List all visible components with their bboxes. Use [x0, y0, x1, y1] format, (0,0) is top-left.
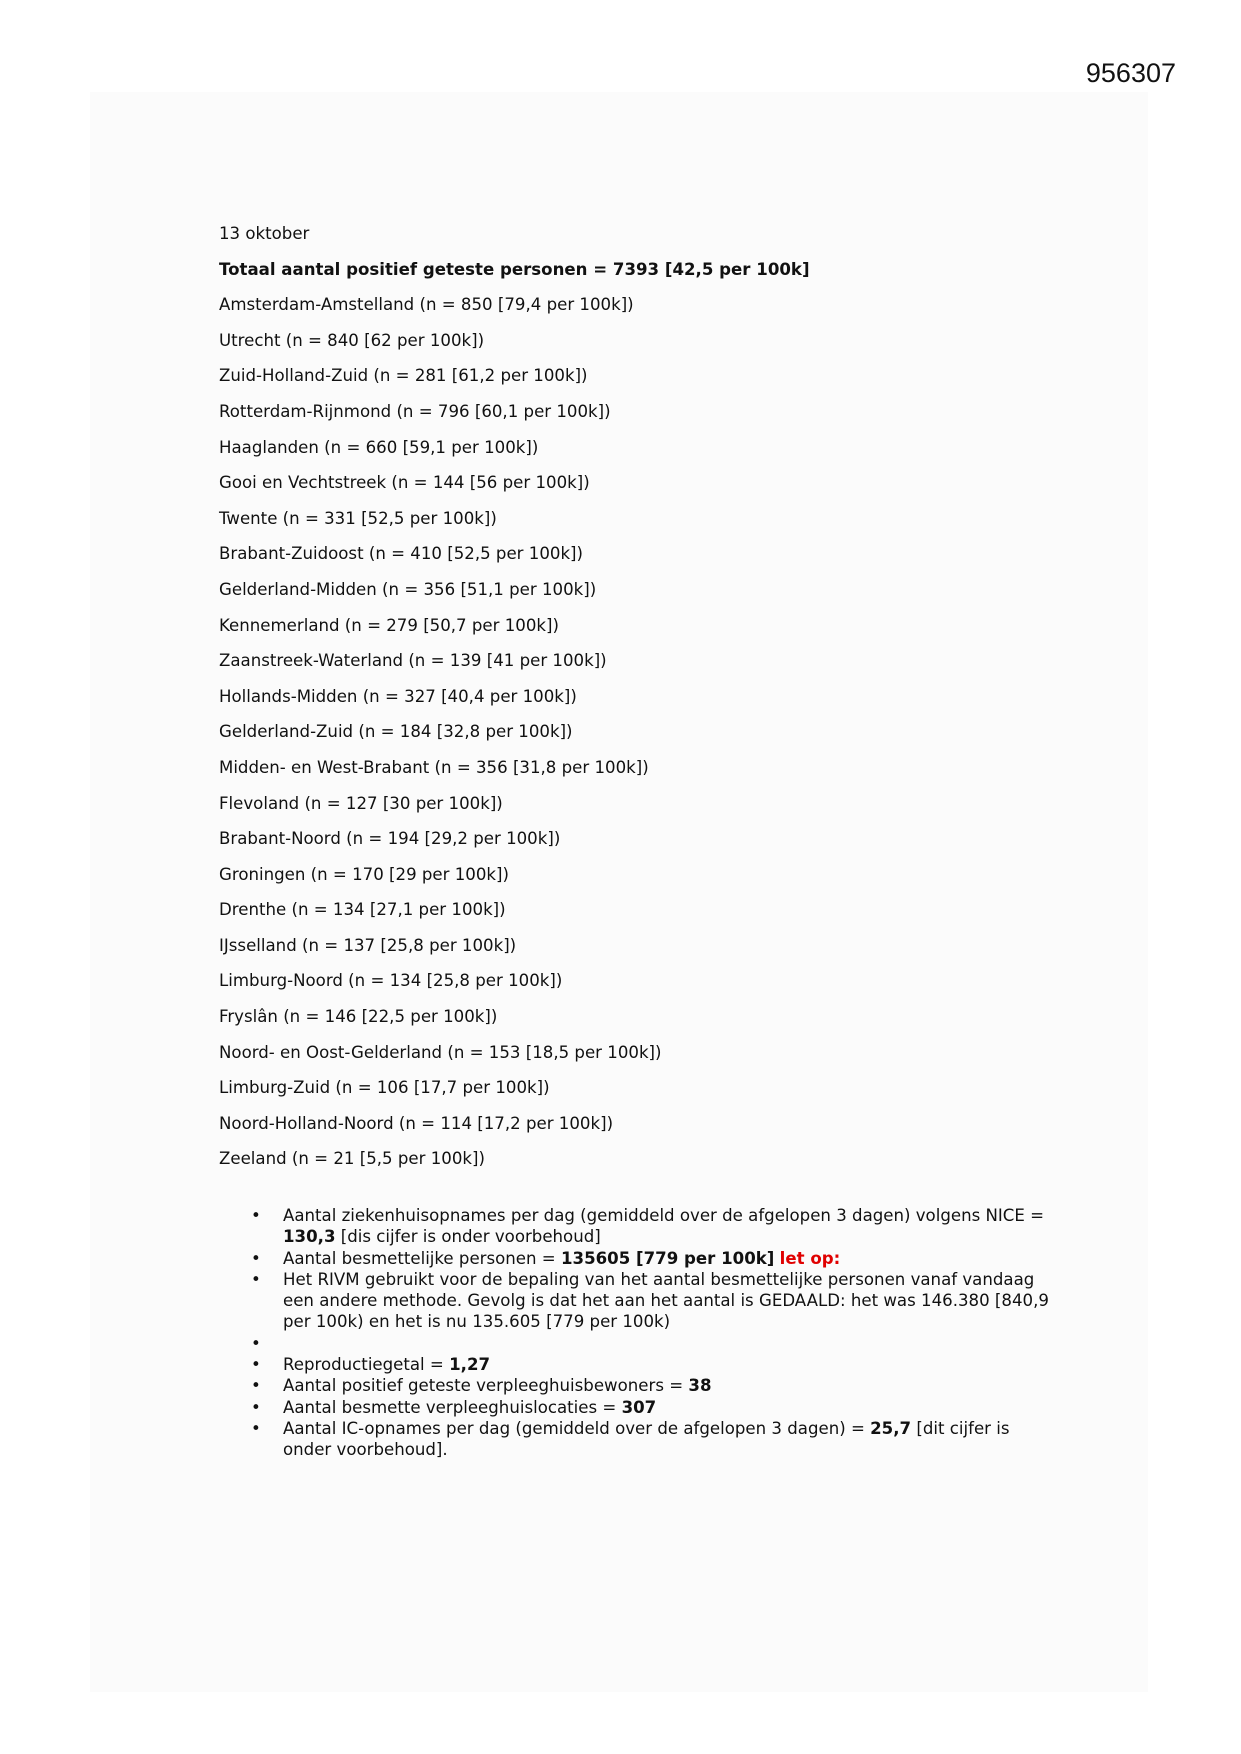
attention-note: let op:	[779, 1248, 841, 1268]
infectious-persons-label: Aantal besmettelijke personen =	[283, 1248, 561, 1268]
ic-admissions-item	[251, 1418, 1051, 1461]
total-positive-tests: Totaal aantal positief geteste personen = 7393 [42,5 per 100k]	[219, 259, 810, 279]
rivm-method-note: Het RIVM gebruikt voor de bepaling van het aantal besmettelijke personen vanaf vandaag een andere methode. Gevolg is dat het aan het aantal is GEDAALD: het was 146.380 [840,9 per 100k) en het is nu 135.605 [779 per 100k)	[283, 1269, 1049, 1332]
nursing-home-locations-label: Aantal besmette verpleeghuislocaties =	[283, 1397, 622, 1417]
region-row: Haaglanden (n = 660 [59,1 per 100k])	[219, 437, 539, 457]
nursing-home-residents-item	[251, 1375, 1051, 1396]
region-row: Hollands-Midden (n = 327 [40,4 per 100k])	[219, 686, 577, 706]
region-row: Zeeland (n = 21 [5,5 per 100k])	[219, 1149, 485, 1169]
nursing-home-locations-item	[251, 1397, 1051, 1418]
empty-bullet-item	[251, 1333, 1051, 1354]
regional-report	[219, 216, 1099, 1177]
report-date: 13 oktober	[219, 224, 310, 243]
rivm-method-item	[251, 1269, 1051, 1333]
nursing-home-locations-value: 307	[621, 1397, 657, 1417]
reproduction-number-item	[251, 1354, 1051, 1375]
ic-admissions-label: Aantal IC-opnames per dag (gemiddeld over de afgelopen 3 dagen) =	[283, 1418, 871, 1438]
region-row: Fryslân (n = 146 [22,5 per 100k])	[219, 1007, 498, 1027]
region-row: Groningen (n = 170 [29 per 100k])	[219, 864, 509, 884]
region-row: Noord-Holland-Noord (n = 114 [17,2 per 100k])	[219, 1113, 614, 1133]
region-row: Gelderland-Zuid (n = 184 [32,8 per 100k])	[219, 722, 573, 742]
region-row: Zaanstreek-Waterland (n = 139 [41 per 100k])	[219, 651, 607, 671]
nursing-home-residents-label: Aantal positief geteste verpleeghuisbewoners =	[283, 1376, 689, 1396]
summary-bullets	[251, 1205, 1051, 1461]
region-row: IJsselland (n = 137 [25,8 per 100k])	[219, 935, 517, 955]
region-row: Limburg-Noord (n = 134 [25,8 per 100k])	[219, 971, 563, 991]
document-id: 956307	[1085, 58, 1176, 88]
reproduction-number-value: 1,27	[449, 1355, 491, 1375]
infectious-persons-item	[251, 1248, 1051, 1269]
region-row: Twente (n = 331 [52,5 per 100k])	[219, 508, 497, 528]
region-row: Drenthe (n = 134 [27,1 per 100k])	[219, 900, 506, 920]
region-row: Zuid-Holland-Zuid (n = 281 [61,2 per 100k])	[219, 366, 588, 386]
region-list	[219, 287, 1099, 1177]
region-row: Flevoland (n = 127 [30 per 100k])	[219, 793, 503, 813]
hospital-admissions-value: 130,3	[283, 1227, 336, 1247]
infectious-persons-value: 135605 [779 per 100k]	[560, 1248, 775, 1268]
nursing-home-residents-value: 38	[688, 1376, 712, 1396]
region-row: Gooi en Vechtstreek (n = 144 [56 per 100k])	[219, 473, 590, 493]
region-row: Brabant-Zuidoost (n = 410 [52,5 per 100k])	[219, 544, 584, 564]
hospital-admissions-note: [dis cijfer is onder voorbehoud]	[335, 1227, 601, 1247]
region-row: Midden- en West-Brabant (n = 356 [31,8 per 100k])	[219, 757, 649, 777]
ic-admissions-note: [dit cijfer is onder voorbehoud].	[283, 1418, 1010, 1460]
region-row: Rotterdam-Rijnmond (n = 796 [60,1 per 100k])	[219, 401, 611, 421]
region-row: Kennemerland (n = 279 [50,7 per 100k])	[219, 615, 559, 635]
hospital-admissions-item	[251, 1205, 1051, 1248]
region-row: Brabant-Noord (n = 194 [29,2 per 100k])	[219, 829, 561, 849]
region-row: Limburg-Zuid (n = 106 [17,7 per 100k])	[219, 1078, 550, 1098]
ic-admissions-value: 25,7	[870, 1418, 912, 1438]
region-row: Amsterdam-Amstelland (n = 850 [79,4 per 100k])	[219, 295, 634, 315]
region-row: Noord- en Oost-Gelderland (n = 153 [18,5 per 100k])	[219, 1042, 662, 1062]
region-row: Utrecht (n = 840 [62 per 100k])	[219, 330, 485, 350]
hospital-admissions-label: Aantal ziekenhuisopnames per dag (gemiddeld over de afgelopen 3 dagen) volgens NICE =	[283, 1206, 1045, 1225]
region-row: Gelderland-Midden (n = 356 [51,1 per 100k])	[219, 579, 597, 599]
reproduction-number-label: Reproductiegetal =	[283, 1355, 450, 1375]
